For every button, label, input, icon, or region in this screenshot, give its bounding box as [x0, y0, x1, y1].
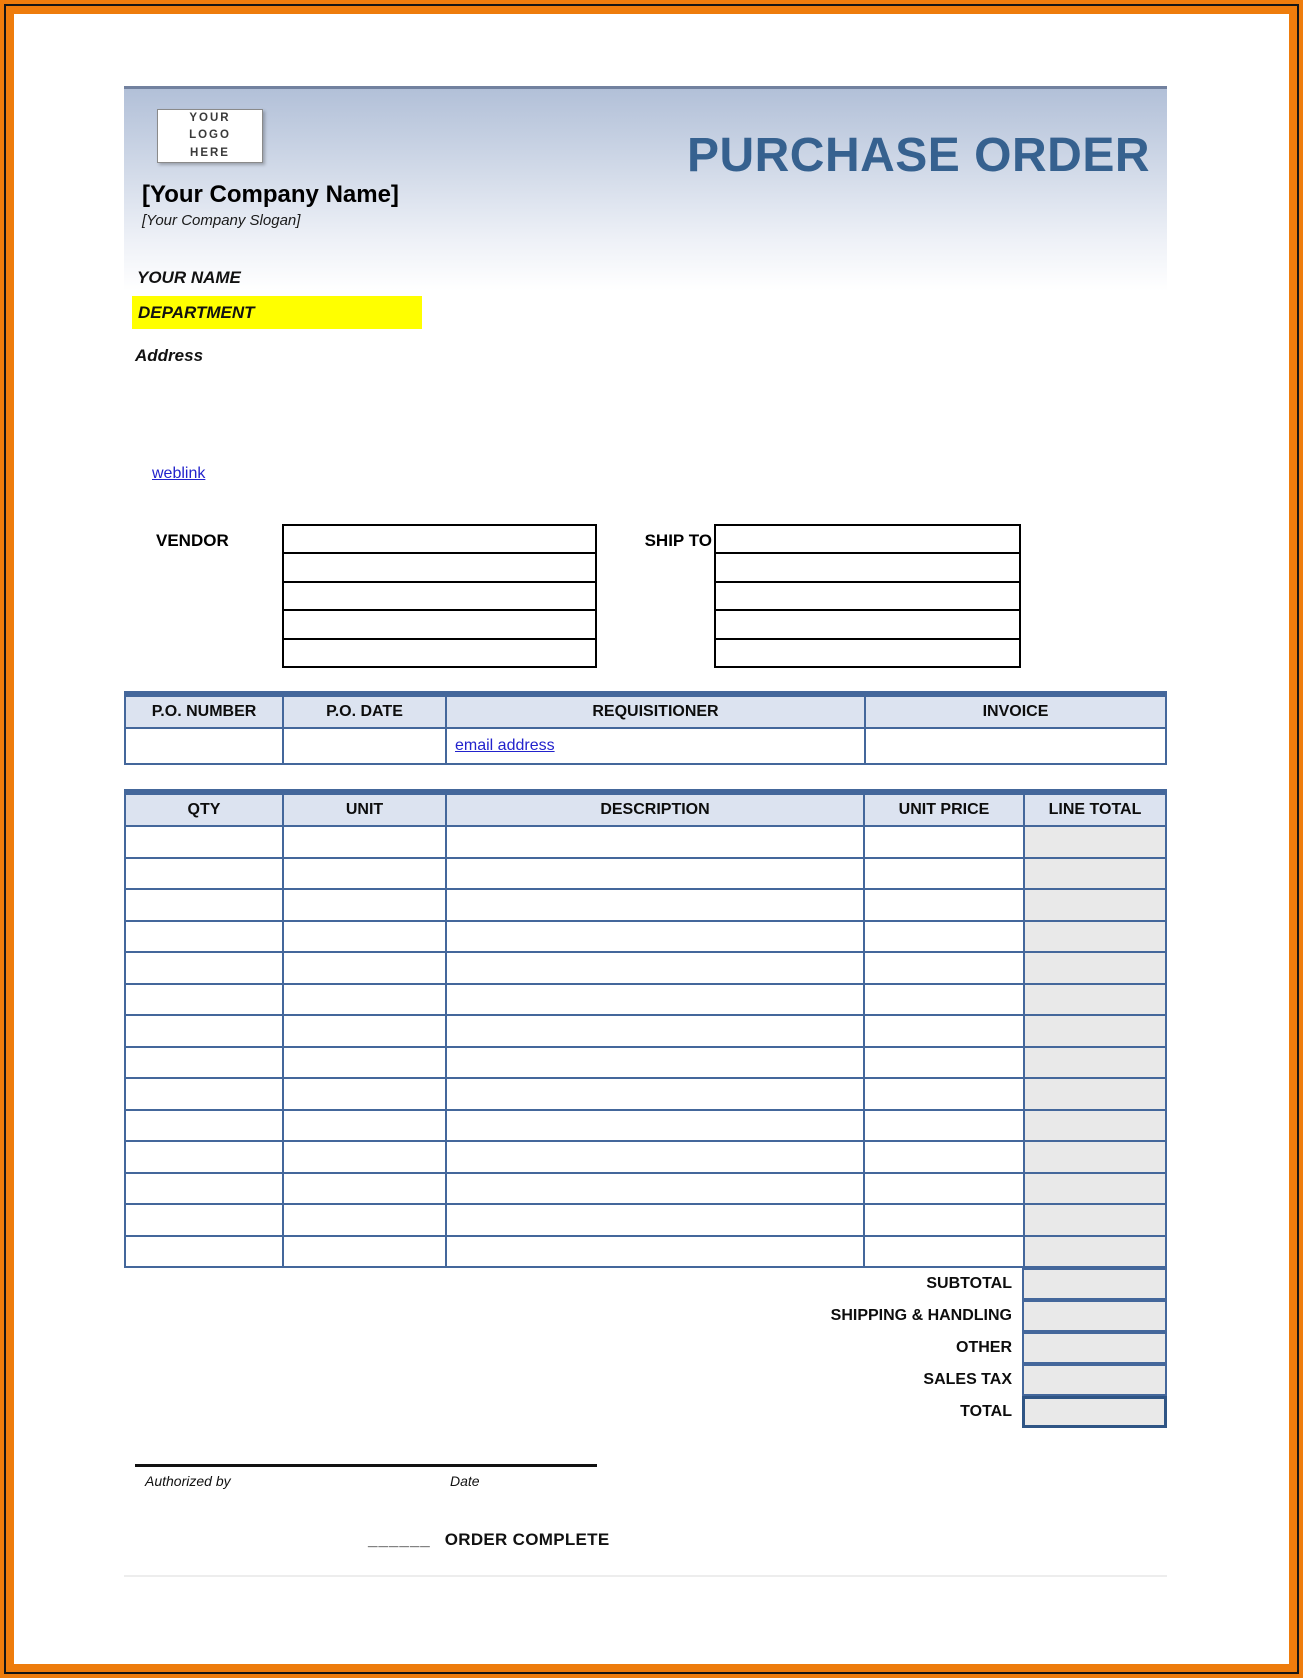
total-row [124, 1396, 1167, 1428]
po-date-cell[interactable] [284, 729, 447, 765]
date-label: Date [450, 1473, 480, 1489]
ship-to-row[interactable] [716, 583, 1019, 611]
table-row [126, 922, 1165, 954]
ship-to-row[interactable] [716, 640, 1019, 666]
ship-to-row[interactable] [716, 554, 1019, 582]
description-cell[interactable] [447, 1111, 865, 1143]
po-number-header: P.O. NUMBER [126, 697, 284, 729]
table-row [126, 827, 1165, 859]
unit-cell[interactable] [284, 1111, 447, 1143]
qty-cell[interactable] [126, 1048, 284, 1080]
subtotal-row [124, 1268, 1167, 1300]
unit-price-cell[interactable] [865, 953, 1025, 985]
qty-cell[interactable] [126, 1205, 284, 1237]
unit-cell[interactable] [284, 922, 447, 954]
shipping-handling-row [124, 1300, 1167, 1332]
company-slogan: [Your Company Slogan] [142, 212, 301, 229]
description-cell[interactable] [447, 1048, 865, 1080]
unit-price-cell[interactable] [865, 1142, 1025, 1174]
description-header: DESCRIPTION [447, 795, 865, 827]
ship-to-table [714, 524, 1021, 668]
vendor-row[interactable] [284, 583, 595, 611]
description-cell[interactable] [447, 953, 865, 985]
table-row [126, 1205, 1165, 1237]
items-header-row [126, 795, 1165, 827]
unit-price-cell[interactable] [865, 1079, 1025, 1111]
po-number-cell[interactable] [126, 729, 284, 765]
unit-price-cell[interactable] [865, 1016, 1025, 1048]
requisitioner-header: REQUISITIONER [447, 697, 866, 729]
company-name: [Your Company Name] [142, 181, 399, 208]
po-info-header-row [126, 697, 1165, 729]
unit-cell[interactable] [284, 1205, 447, 1237]
vendor-row[interactable] [284, 554, 595, 582]
description-cell[interactable] [447, 985, 865, 1017]
unit-price-cell[interactable] [865, 1174, 1025, 1206]
vendor-row[interactable] [284, 611, 595, 639]
qty-cell[interactable] [126, 827, 284, 859]
other-box[interactable] [1022, 1332, 1167, 1364]
po-date-header: P.O. DATE [284, 697, 447, 729]
sales-tax-row [124, 1364, 1167, 1396]
qty-cell[interactable] [126, 985, 284, 1017]
qty-cell[interactable] [126, 922, 284, 954]
unit-cell[interactable] [284, 890, 447, 922]
logo-text: YOUR LOGO HERE [189, 112, 231, 159]
weblink-link[interactable]: weblink [152, 465, 206, 482]
unit-price-cell[interactable] [865, 1205, 1025, 1237]
unit-cell[interactable] [284, 1142, 447, 1174]
vendor-row[interactable] [284, 640, 595, 666]
unit-cell[interactable] [284, 1079, 447, 1111]
unit-cell[interactable] [284, 953, 447, 985]
qty-cell[interactable] [126, 1079, 284, 1111]
line-total-cell[interactable] [1025, 890, 1165, 922]
your-name-label: YOUR NAME [137, 268, 241, 287]
qty-cell[interactable] [126, 1237, 284, 1269]
line-total-cell[interactable] [1025, 953, 1165, 985]
table-row [126, 890, 1165, 922]
signature-line [135, 1464, 597, 1467]
table-row [126, 859, 1165, 891]
description-cell[interactable] [447, 859, 865, 891]
other-label: OTHER [956, 1339, 1012, 1356]
po-info-value-row [126, 729, 1165, 765]
line-total-cell[interactable] [1025, 1142, 1165, 1174]
unit-price-cell[interactable] [865, 1237, 1025, 1269]
qty-cell[interactable] [126, 890, 284, 922]
description-cell[interactable] [447, 890, 865, 922]
description-cell[interactable] [447, 1142, 865, 1174]
description-cell[interactable] [447, 922, 865, 954]
qty-cell[interactable] [126, 1174, 284, 1206]
unit-header: UNIT [284, 795, 447, 827]
line-total-cell[interactable] [1025, 1079, 1165, 1111]
qty-cell[interactable] [126, 953, 284, 985]
qty-cell[interactable] [126, 1142, 284, 1174]
footer-divider-line [124, 1575, 1167, 1577]
line-total-cell[interactable] [1025, 1048, 1165, 1080]
unit-cell[interactable] [284, 827, 447, 859]
order-complete-label: ORDER COMPLETE [444, 1530, 610, 1549]
line-total-cell[interactable] [1025, 827, 1165, 859]
table-row [126, 953, 1165, 985]
description-cell[interactable] [447, 1079, 865, 1111]
unit-price-cell[interactable] [865, 890, 1025, 922]
email-address-link[interactable]: email address [455, 737, 555, 754]
authorized-by-label: Authorized by [145, 1473, 231, 1489]
table-row [126, 1016, 1165, 1048]
unit-price-cell[interactable] [865, 922, 1025, 954]
unit-price-cell[interactable] [865, 827, 1025, 859]
table-row [126, 1237, 1165, 1269]
unit-cell[interactable] [284, 1016, 447, 1048]
unit-cell[interactable] [284, 1048, 447, 1080]
total-label: TOTAL [960, 1403, 1012, 1420]
line-total-cell[interactable] [1025, 1016, 1165, 1048]
vendor-table [282, 524, 597, 668]
line-total-cell[interactable] [1025, 859, 1165, 891]
unit-price-cell[interactable] [865, 1111, 1025, 1143]
qty-cell[interactable] [126, 859, 284, 891]
page-title: PURCHASE ORDER [686, 129, 1150, 182]
items-table-body [126, 827, 1165, 1268]
po-info-table [124, 691, 1167, 765]
ship-to-row[interactable] [716, 526, 1019, 554]
vendor-label: VENDOR [156, 531, 229, 550]
sales-tax-box[interactable] [1022, 1364, 1167, 1396]
qty-cell[interactable] [126, 1016, 284, 1048]
table-row [126, 985, 1165, 1017]
other-row [124, 1332, 1167, 1364]
shipping-handling-box[interactable] [1022, 1300, 1167, 1332]
ship-to-label: SHIP TO [644, 531, 712, 550]
ship-to-row[interactable] [716, 611, 1019, 639]
qty-header: QTY [126, 795, 284, 827]
sales-tax-label: SALES TAX [923, 1371, 1012, 1388]
logo-placeholder [157, 109, 263, 163]
total-box[interactable] [1022, 1396, 1167, 1428]
subtotal-label: SUBTOTAL [926, 1275, 1012, 1292]
line-total-header: LINE TOTAL [1025, 795, 1165, 827]
table-row [126, 1048, 1165, 1080]
line-total-cell[interactable] [1025, 1111, 1165, 1143]
description-cell[interactable] [447, 1174, 865, 1206]
items-table [124, 789, 1167, 1268]
invoice-cell[interactable] [866, 729, 1165, 765]
table-row [126, 1111, 1165, 1143]
unit-cell[interactable] [284, 985, 447, 1017]
unit-price-cell[interactable] [865, 859, 1025, 891]
line-total-cell[interactable] [1025, 1237, 1165, 1269]
table-row [126, 1079, 1165, 1111]
description-cell[interactable] [447, 1205, 865, 1237]
description-cell[interactable] [447, 827, 865, 859]
order-complete-row [368, 1530, 610, 1550]
unit-price-cell[interactable] [865, 985, 1025, 1017]
line-total-cell[interactable] [1025, 1174, 1165, 1206]
qty-cell[interactable] [126, 1111, 284, 1143]
table-row [126, 1142, 1165, 1174]
address-label: Address [135, 346, 204, 365]
unit-price-header: UNIT PRICE [865, 795, 1025, 827]
department-highlight: DEPARTMENT [132, 296, 422, 329]
unit-cell[interactable] [284, 1174, 447, 1206]
vendor-row[interactable] [284, 526, 595, 554]
description-cell[interactable] [447, 1016, 865, 1048]
requisitioner-cell[interactable] [447, 729, 866, 765]
shipping-handling-label: SHIPPING & HANDLING [830, 1307, 1012, 1324]
line-total-cell[interactable] [1025, 1205, 1165, 1237]
line-total-cell[interactable] [1025, 985, 1165, 1017]
unit-cell[interactable] [284, 859, 447, 891]
invoice-header: INVOICE [866, 697, 1165, 729]
order-complete-blank[interactable]: ______ [368, 1530, 431, 1549]
unit-price-cell[interactable] [865, 1048, 1025, 1080]
table-row [126, 1174, 1165, 1206]
unit-cell[interactable] [284, 1237, 447, 1269]
description-cell[interactable] [447, 1237, 865, 1269]
line-total-cell[interactable] [1025, 922, 1165, 954]
subtotal-box[interactable] [1022, 1268, 1167, 1300]
